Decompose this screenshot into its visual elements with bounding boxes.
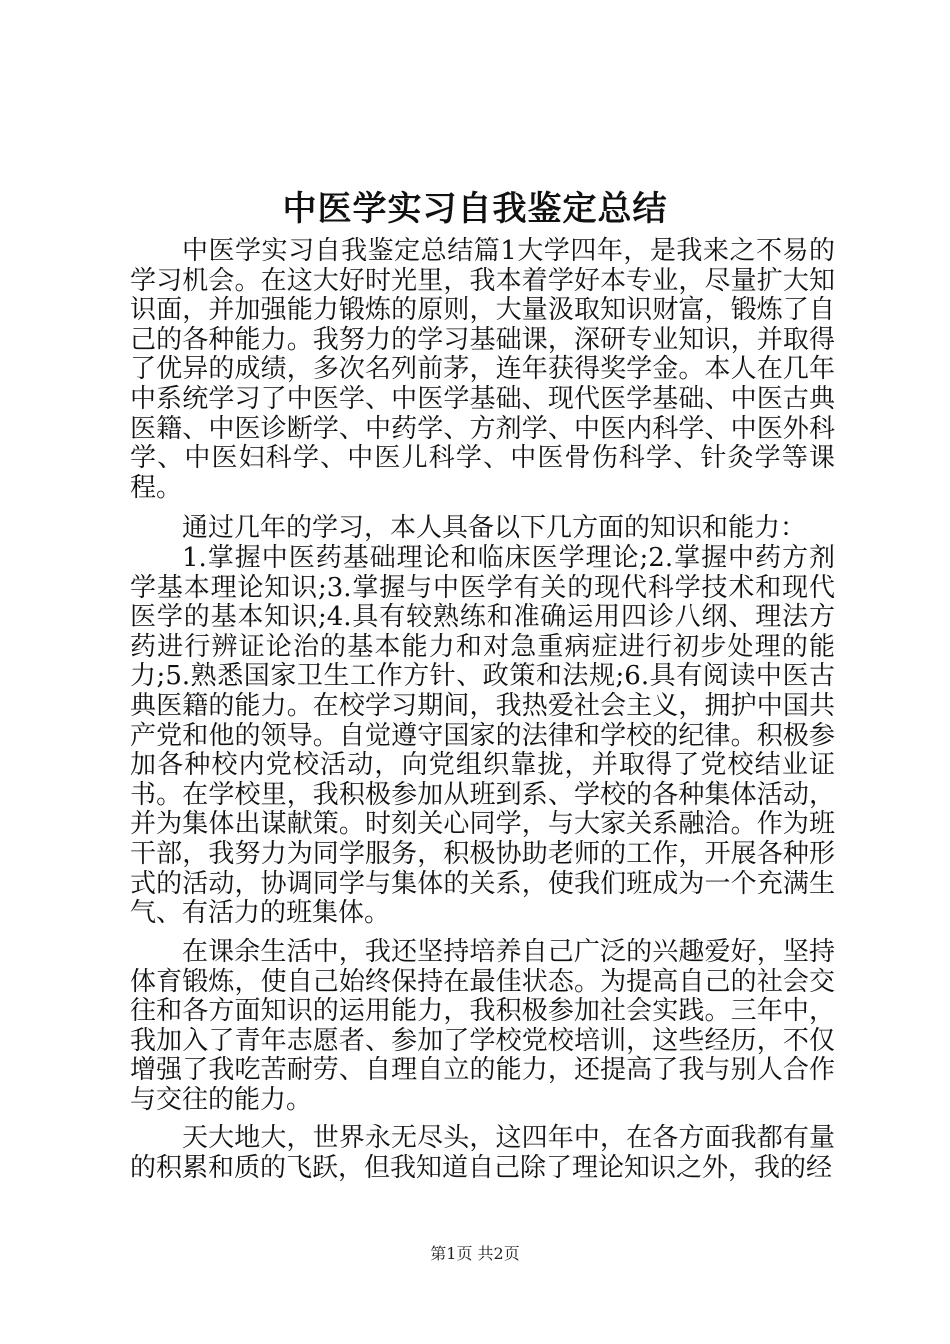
page-number-footer: 第1页 共2页 — [430, 1244, 520, 1263]
paragraph-extracurricular: 在课余生活中，我还坚持培养自己广泛的兴趣爱好，坚持体育锻炼，使自己始终保持在最佳状态。为提高自己的社会交往和各方面知识的运用能力，我积极参加社会实践。三年中，我加入了青年志愿者、参加了学校党校培训，这些经历，不仅增强了我吃苦耐劳、自理自立的能力，还提高了我与别人合作与交往的能力。 — [130, 937, 835, 1115]
paragraph-reflection: 天大地大，世界永无尽头，这四年中，在各方面我都有量的积累和质的飞跃，但我知道自己除了理论知识之外，我的经 — [130, 1123, 835, 1183]
paragraph-abilities-heading: 通过几年的学习，本人具备以下几方面的知识和能力： — [182, 513, 807, 543]
paragraph-intro: 中医学实习自我鉴定总结篇1大学四年，是我来之不易的学习机会。在这大好时光里，我本着学好本专业，尽量扩大知识面，并加强能力锻炼的原则，大量汲取知识财富，锻炼了自己的各种能力。我努力的学习基础课，深研专业知识，并取得了优异的成绩，多次名列前茅，连年获得奖学金。本人在几年中系统学习了中医学、中医学基础、现代医学基础、中医古典医籍、中医诊断学、中药学、方剂学、中医内科学、中医外科学、中医妇科学、中医儿科学、中医骨伤科学、针灸学等课程。 — [130, 236, 835, 503]
paragraph-abilities-list: 1.掌握中医药基础理论和临床医学理论;2.掌握中药方剂学基本理论知识;3.掌握与中医学有关的现代科学技术和现代医学的基本知识;4.具有较熟练和准确运用四诊八纲、理法方药进行辨证论治的基本能力和对急重病症进行初步处理的能力;5.熟悉国家卫生工作方针、政策和法规;6.具有阅读中医古典医籍的能力。在校学习期间，我热爱社会主义，拥护中国共产党和他的领导。自觉遵守国家的法律和学校的纪律。积极参加各种校内党校活动，向党组织靠拢，并取得了党校结业证书。在学校里，我积极参加从班到系、学校的各种集体活动，并为集体出谋献策。时刻关心同学，与大家关系融洽。作为班干部，我努力为同学服务，积极协助老师的工作，开展各种形式的活动，协调同学与集体的关系，使我们班成为一个充满生气、有活力的班集体。 — [130, 543, 835, 929]
document-title: 中医学实习自我鉴定总结 — [282, 189, 668, 229]
